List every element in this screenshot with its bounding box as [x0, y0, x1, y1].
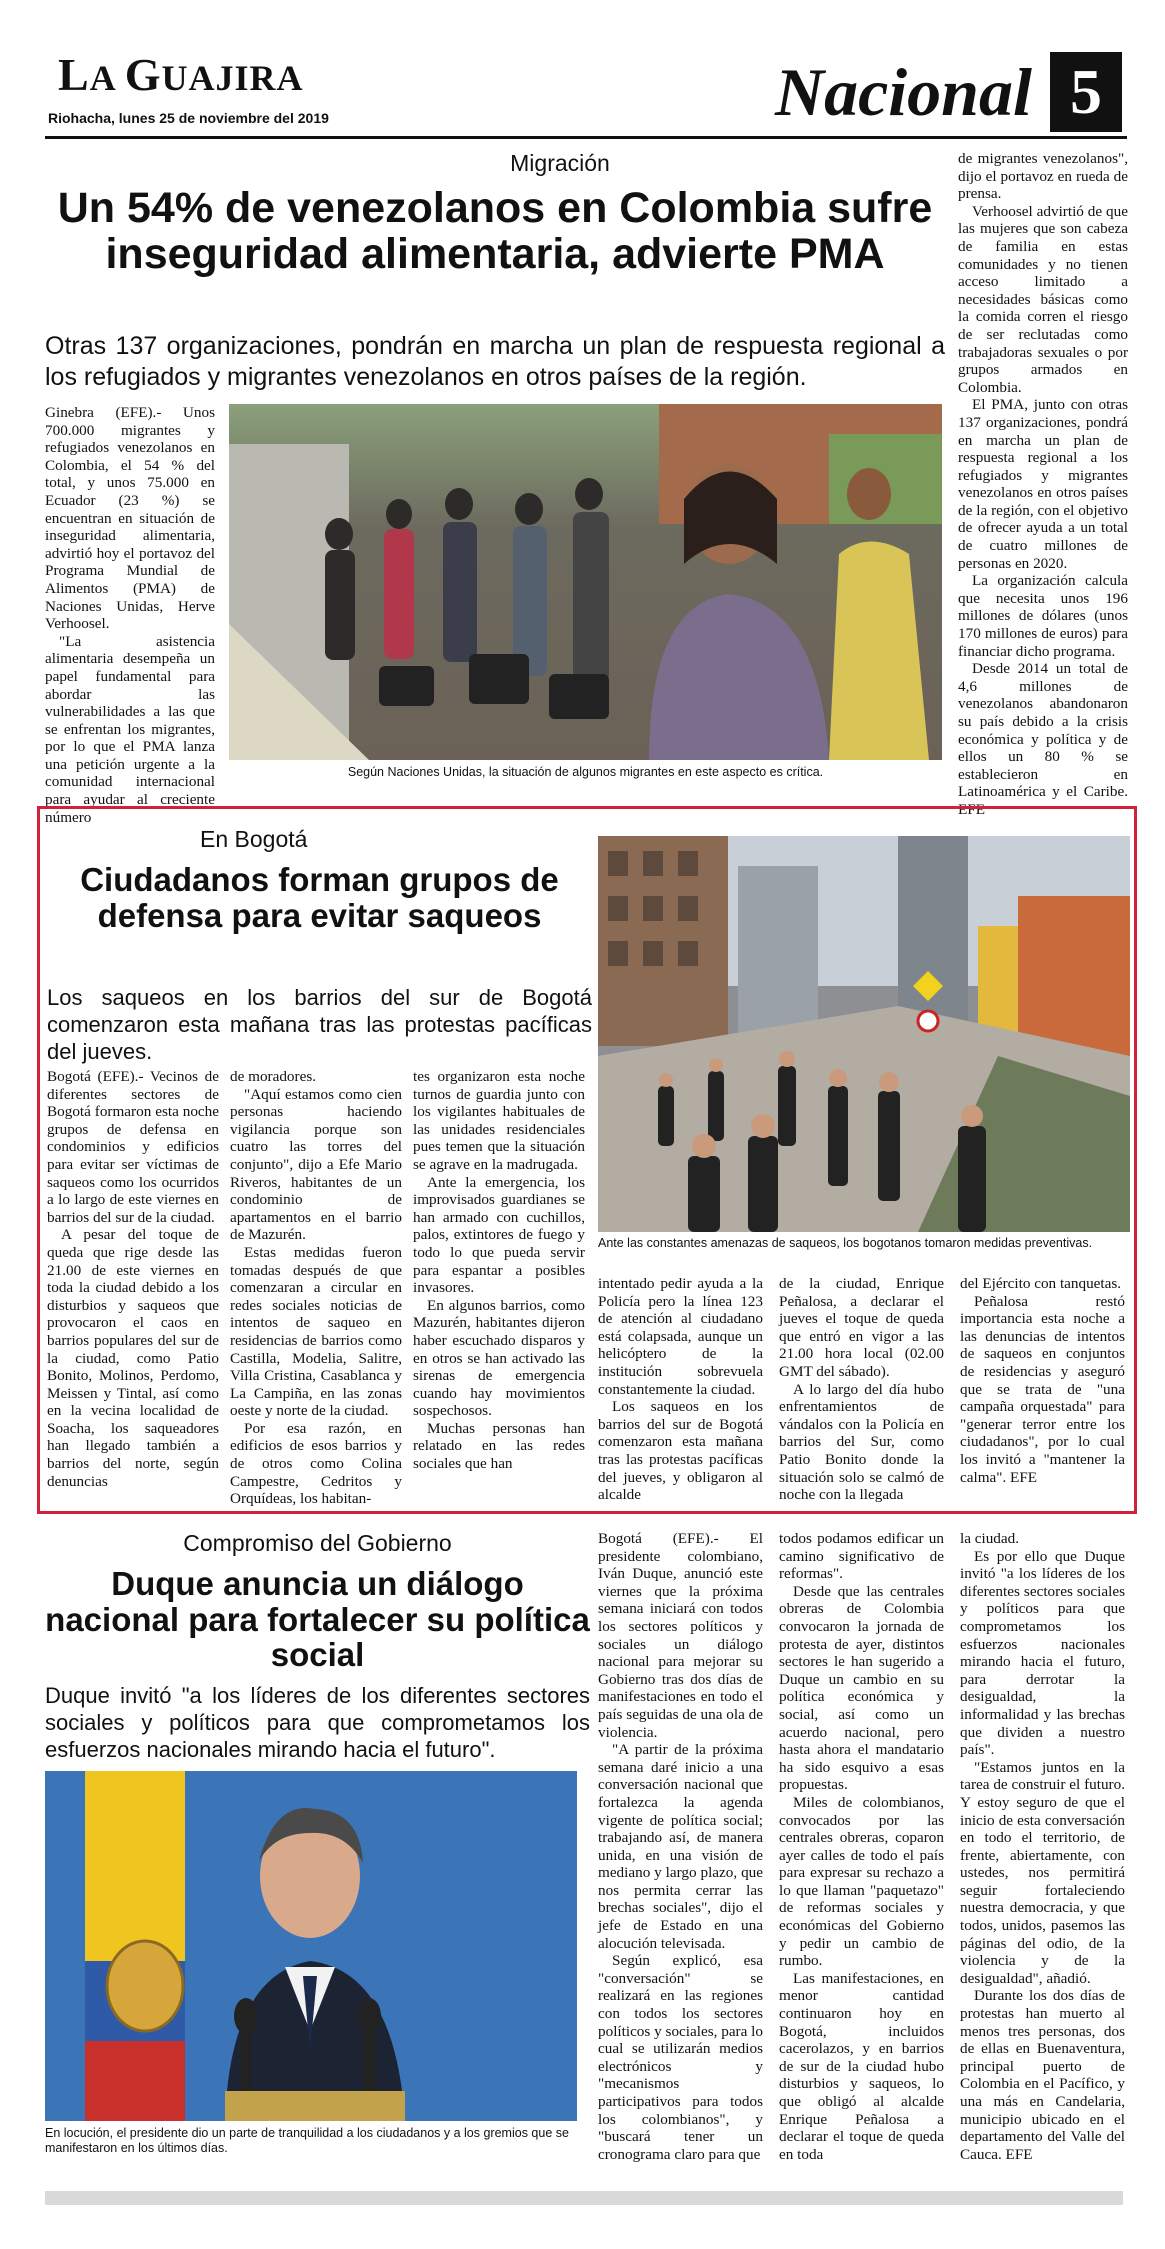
migrants-photo-image	[229, 404, 942, 760]
dateline: Riohacha, lunes 25 de noviembre del 2019	[48, 110, 329, 126]
article2-column-5	[779, 1275, 944, 1504]
paragraph: A pesar del toque de queda que rige desde las 21.00 de este viernes en toda la ciudad debido a los disturbios y saqueos que provocaron el caos en barrios populares del sur de la ciudad, como Patio Bonito, Molinos, Perdomo, Meissen y Tintal, así como en la vecina localidad de Soacha, los saqueadores han llegado también a barrios del norte, según denuncias	[47, 1226, 219, 1490]
header-rule	[45, 136, 1127, 139]
paragraph: de la ciudad, Enrique Peñalosa, a declarar el jueves el toque de queda que entró en vigor a las 21.00 hora local (02.00 GMT del sábado).	[779, 1275, 944, 1380]
paragraph: Ginebra (EFE).- Unos 700.000 migrantes y refugiados venezolanos en Colombia, el 54 % del total, y unos 75.000 en Ecuador (23 %) se encuentran en situación de inseguridad alimentaria, advirtió hoy el portavoz del Programa Mundial de Alimentos (PMA) de Naciones Unidas, Herve Verhoosel.	[45, 404, 215, 633]
paragraph: Estas medidas fueron tomadas después de que comenzaran a circular en redes sociales noticias de intentos de saqueo en residencias de barrios como Castilla, Modelia, Salitre, Villa Cristina, Casablanca y La Campiña, en las zonas oeste y norte de la ciudad.	[230, 1243, 402, 1420]
article3-headline: Duque anuncia un diálogo nacional para fortalecer su política social	[45, 1565, 590, 1674]
paragraph: "Aquí estamos como cien personas haciendo vigilancia porque son cuatro las torres del conjunto", dijo a Efe Mario Riveros, habitantes de un condominio de apartamentos en el barrio de Mazurén.	[230, 1085, 402, 1244]
paragraph: de migrantes venezolanos", dijo el portavoz en rueda de prensa.	[958, 150, 1128, 203]
article3-deck: Duque invitó "a los líderes de los diferentes sectores sociales y políticos para que comprometamos los esfuerzos nacionales mirando hacia el futuro".	[45, 1683, 590, 1762]
article3-photo-caption: En locución, el presidente dio un parte de tranquilidad a los ciudadanos y a los gremios que se manifestaron en los últimos días.	[45, 2126, 569, 2155]
paragraph: Desde 2014 un total de 4,6 millones de venezolanos abandonaron su país debido a la crisis económica y política y de ellos un 80 % se establecieron en Latinoamérica y el Caribe. EFE	[958, 660, 1128, 818]
paragraph: "Estamos juntos en la tarea de construir el futuro. Y estoy seguro de que el inicio de esta conversación en todo el territorio, de frente, abiertamente, con ustedes, nos permitirá seguir fortaleciendo nuestra democracia, y que todos, unidos, pasemos las páginas del odio, de la violencia y de la desigualdad", añadió.	[960, 1758, 1125, 1987]
article1-deck: Otras 137 organizaciones, pondrán en marcha un plan de respuesta regional a los refugiados y migrantes venezolanos en otros países de la región.	[45, 332, 945, 391]
bogota-street-photo-image	[598, 836, 1130, 1232]
article1-column-right	[958, 150, 1128, 819]
paragraph: intentado pedir ayuda a la Policía pero la línea 123 de atención al ciudadano está colapsada, aunque un helicóptero de la institución sobrevuela constantemente la ciudad.	[598, 1275, 763, 1398]
paragraph: Verhoosel advirtió de que las mujeres que son cabeza de familia en estas comunidades y no tienen acceso limitado a necesidades básicas como la comida corren el riesgo de ser reclutadas como trabajadoras sexuales o por grupos armados en Colombia.	[958, 202, 1128, 396]
article2-deck: Los saqueos en los barrios del sur de Bogotá comenzaron esta mañana tras las protestas pacíficas del jueves.	[47, 985, 592, 1064]
duque-photo-image	[45, 1771, 577, 2121]
article3-column-2	[779, 1530, 944, 2163]
article3-kicker: Compromiso del Gobierno	[183, 1530, 452, 1556]
paragraph: Las manifestaciones, en menor cantidad continuaron hoy en Bogotá, incluidos cacerolazos, y en barrios de sur de la ciudad hubo disturbios y saqueos, lo que obligó al alcalde Enrique Peñalosa a declarar el toque de queda en toda	[779, 1969, 944, 2163]
paragraph: Durante los dos días de protestas han muerto al menos tres personas, dos de ellas en Buenaventura, principal puerto de Colombia en el Pacífico, y una más en Candelaria, municipio ubicado en el departamento del Valle del Cauca. EFE	[960, 1987, 1125, 2163]
article2-column-4	[598, 1275, 763, 1504]
paragraph: "La asistencia alimentaria desempeña un papel fundamental para abordar las vulnerabilidades a las que se enfrentan los migrantes, por lo que el PMA lanza una petición urgente a la comunidad internacional para ayudar al creciente número	[45, 632, 215, 826]
paragraph: Desde que las centrales obreras de Colombia convocaron la jornada de protesta de ayer, distintos sectores le han sugerido a Duque un cambio en su política económica y social, así como un acuerdo nacional, pero hasta ahora el mandatario ha sido esquivo a esas propuestas.	[779, 1582, 944, 1794]
article2-column-3	[413, 1068, 585, 1473]
masthead-logo	[58, 48, 304, 101]
paragraph: Por esa razón, en edificios de esos barrios y de otros como Colina Campestre, Cedritos y Orquídeas, los habitan-	[230, 1419, 402, 1508]
section-title: Nacional	[775, 54, 1032, 130]
paragraph: "A partir de la próxima semana daré inicio a una conversación nacional que fortalezca la agenda vigente de política social; trabajando así, de manera unida, en una visión de mediano y largo plazo, que nos permita cerrar las brechas sociales", dijo el jefe de Estado en una alocución televisada.	[598, 1741, 763, 1952]
article2-column-6	[960, 1275, 1125, 1486]
bogota-street-photo	[598, 836, 1130, 1232]
masthead-letters: A	[89, 58, 125, 98]
paragraph: Bogotá (EFE).- El presidente colombiano, Iván Duque, anunció este viernes que la próxima semana iniciará con todos los sectores políticos y sociales un diálogo nacional para mejorar su Gobierno tras dos días de manifestaciones en todo el país seguidas de una ola de violencia.	[598, 1530, 763, 1741]
masthead-letters: UAJIRA	[161, 58, 304, 98]
paragraph: Según explicó, esa "conversación" se realizará en las regiones con todos los sectores políticos y sociales, para lo cual se utilizarán medios electrónicos y "mecanismos participativos para todos los colombianos", y "buscará tener un cronograma claro para que	[598, 1952, 763, 2163]
masthead-letter: G	[124, 49, 162, 100]
paragraph: todos podamos edificar un camino significativo de reformas".	[779, 1530, 944, 1583]
paragraph: Miles de colombianos, convocados por las centrales obreras, coparon ayer calles de todo el país para expresar su rechazo a lo que llaman "paquetazo" de reformas sociales y económicas del Gobierno y pedir un cambio de rumbo.	[779, 1793, 944, 1970]
paragraph: La organización calcula que necesita unos 196 millones de dólares (unos 170 millones de euros) para financiar dicho programa.	[958, 572, 1128, 660]
paragraph: del Ejército con tanquetas.	[960, 1275, 1122, 1292]
footer-bar	[45, 2191, 1123, 2205]
article2-headline: Ciudadanos forman grupos de defensa para evitar saqueos	[80, 861, 559, 934]
article1-headline: Un 54% de venezolanos en Colombia sufre inseguridad alimentaria, advierte PMA	[57, 184, 933, 279]
paragraph: El PMA, junto con otras 137 organizaciones, pondrá en marcha un plan de respuesta regional a los refugiados y migrantes venezolanos en otros países de la región, con el objetivo de ofrecer ayuda a un total de cuatro millones de personas en 2020.	[958, 396, 1128, 572]
paragraph: Muchas personas han relatado en las redes sociales que han	[413, 1419, 585, 1473]
paragraph: la ciudad.	[960, 1530, 1020, 1547]
paragraph: En algunos barrios, como Mazurén, habitantes dijeron haber escuchado disparos y en otros se han activado las sirenas de emergencia cuando hay movimientos sospechosos.	[413, 1296, 585, 1420]
article3-column-1	[598, 1530, 763, 2163]
paragraph: Es por ello que Duque invitó "a los líderes de los diferentes sectores sociales y políticos para que comprometamos los esfuerzos nacionales mirando hacia el futuro, para derrotar la desigualdad, la informalidad y las brechas que dividen a nuestro país".	[960, 1547, 1125, 1759]
article2-column-1	[47, 1068, 219, 1490]
paragraph: de moradores.	[230, 1068, 317, 1085]
masthead-letter: L	[58, 49, 90, 100]
duque-photo	[45, 1771, 577, 2121]
article3-column-3	[960, 1530, 1125, 2163]
article1-photo-caption: Según Naciones Unidas, la situación de algunos migrantes en este aspecto es crítica.	[347, 765, 824, 779]
paragraph: Ante la emergencia, los improvisados guardianes se han armado con cuchillos, palos, extintores de fuego y todo lo que pueda servir para espantar a posibles invasores.	[413, 1173, 585, 1297]
article2-column-2	[230, 1068, 402, 1508]
paragraph: Los saqueos en los barrios del sur de Bogotá comenzaron esta mañana tras las protestas pacíficas del jueves, y obligaron al alcalde	[598, 1398, 763, 1504]
article2-photo-caption: Ante las constantes amenazas de saqueos, los bogotanos tomaron medidas preventivas.	[598, 1236, 1093, 1250]
paragraph: Bogotá (EFE).- Vecinos de diferentes sectores de Bogotá formaron esta noche grupos de defensa en condominios y edificios para evitar ser víctimas de saqueos como los ocurridos a lo largo de este viernes en barrios del sur de la ciudad.	[47, 1068, 219, 1226]
article1-column-left	[45, 404, 215, 826]
migrants-photo	[229, 404, 942, 760]
paragraph: tes organizaron esta noche turnos de guardia junto con los vigilantes habituales de las unidades residenciales pues temen que la situación se agrave en la madrugada.	[413, 1068, 585, 1173]
paragraph: Peñalosa restó importancia esta noche a las denuncias de intentos de saqueos en conjuntos de residencias y aseguró que se trata de "una campaña orquestada" para "generar terror entre los ciudadanos", por lo cual los invitó a "mantener la calma". EFE	[960, 1292, 1125, 1486]
article1-kicker: Migración	[510, 150, 610, 176]
article2-kicker: En Bogotá	[200, 826, 308, 852]
paragraph: A lo largo del día hubo enfrentamientos de vándalos con la Policía en barrios del Sur, como Patio Bonito donde la situación solo se calmó de noche con la llegada	[779, 1380, 944, 1504]
page-number: 5	[1050, 52, 1122, 132]
